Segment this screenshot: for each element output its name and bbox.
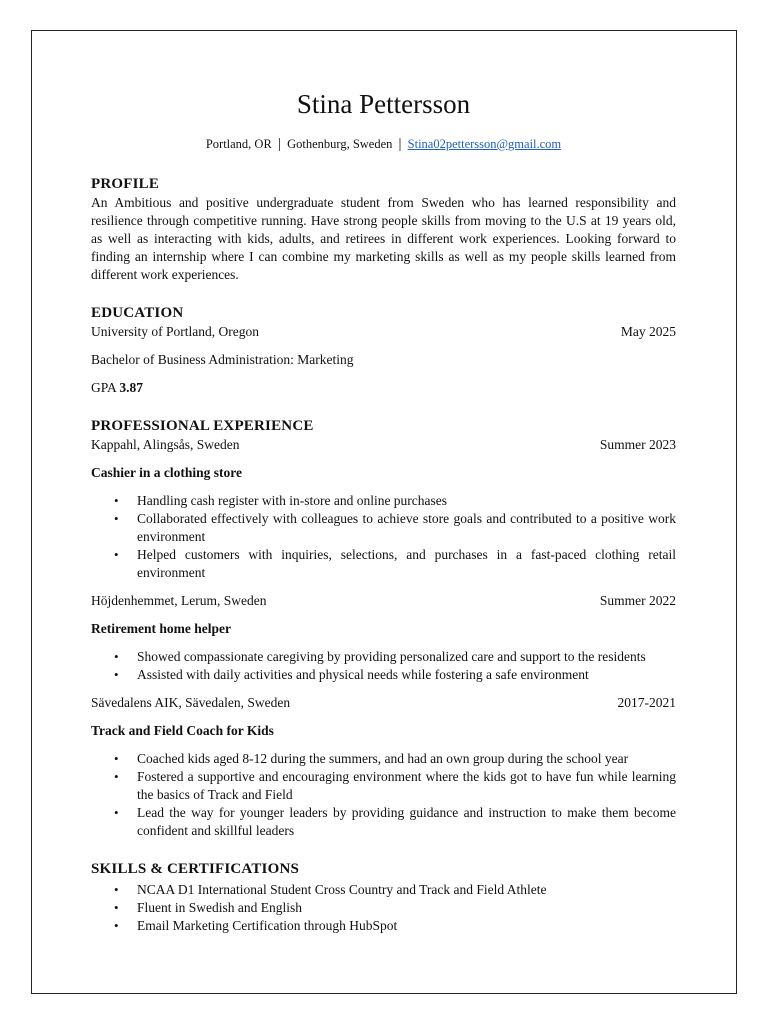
job-employer: Kappahl, Alingsås, Sweden — [91, 437, 240, 452]
separator: | — [277, 136, 281, 152]
job-employer: Sävedalens AIK, Sävedalen, Sweden — [91, 695, 291, 710]
list-item: • Helped customers with inquiries, selections, and purchases in a fast-paced clothing retail environment — [91, 546, 676, 582]
job-bullets — [91, 750, 676, 840]
profile-section — [91, 174, 676, 284]
separator: | — [398, 136, 402, 152]
gpa-value: 3.87 — [119, 380, 144, 395]
job-entry — [91, 436, 676, 582]
job-row — [91, 694, 676, 712]
education-date: May 2025 — [620, 324, 676, 339]
list-item: • Collaborated effectively with colleagues to achieve store goals and contributed to a positive work environment — [91, 510, 676, 546]
experience-section — [91, 416, 676, 840]
education-row — [91, 323, 676, 341]
experience-heading: PROFESSIONAL EXPERIENCE — [91, 418, 314, 434]
gpa-line — [91, 379, 676, 397]
email-link[interactable]: Stina02pettersson@gmail.com — [407, 137, 562, 151]
job-entry — [91, 694, 676, 840]
job-employer: Höjdenhemmet, Lerum, Sweden — [91, 593, 267, 608]
list-item: • Coached kids aged 8-12 during the summers, and had an own group during the school year — [91, 750, 676, 768]
job-role: Retirement home helper — [91, 621, 231, 636]
degree: Bachelor of Business Administration: Marketing — [91, 352, 354, 367]
job-entry — [91, 592, 676, 684]
job-bullets — [91, 492, 676, 582]
job-date: Summer 2022 — [599, 593, 676, 608]
profile-heading: PROFILE — [91, 176, 160, 192]
list-item: • Fostered a supportive and encouraging environment where the kids got to have fun while learning the basics of Track and Field — [91, 768, 676, 804]
candidate-name: Stina Pettersson — [296, 89, 471, 119]
location-gothenburg: Gothenburg, Sweden — [287, 137, 393, 151]
gpa-label: GPA — [91, 380, 117, 395]
job-role: Cashier in a clothing store — [91, 465, 243, 480]
resume-content — [91, 86, 676, 935]
school-name: University of Portland, Oregon — [91, 324, 259, 339]
skills-heading: SKILLS & CERTIFICATIONS — [91, 861, 300, 877]
list-item: • Handling cash register with in-store and online purchases — [91, 492, 676, 510]
education-section — [91, 303, 676, 397]
job-date: Summer 2023 — [599, 437, 676, 452]
profile-text: An Ambitious and positive undergraduate student from Sweden who has learned responsibility and resilience through competitive running. Have strong people skills from moving to the U.S at 19 years old, as well as interacting with kids, adults, and retirees in different work experiences. Looking forward to finding an internship where I can combine my marketing skills as well as my people skills learned from different work experiences. — [91, 195, 676, 282]
skills-bullets — [91, 881, 676, 935]
list-item: • Assisted with daily activities and physical needs while fostering a safe environment — [91, 666, 676, 684]
job-row — [91, 592, 676, 610]
list-item: • Fluent in Swedish and English — [91, 899, 676, 917]
location-portland: Portland, OR — [205, 137, 272, 151]
job-bullets — [91, 648, 676, 684]
contact-line — [91, 136, 676, 152]
list-item: • Lead the way for younger leaders by providing guidance and instruction to make them become confident and skillful leaders — [91, 804, 676, 840]
skills-section — [91, 859, 676, 935]
job-date: 2017-2021 — [617, 695, 676, 710]
list-item: • Showed compassionate caregiving by providing personalized care and support to the residents — [91, 648, 676, 666]
list-item: • NCAA D1 International Student Cross Country and Track and Field Athlete — [91, 881, 676, 899]
education-heading: EDUCATION — [91, 305, 184, 321]
list-item: • Email Marketing Certification through HubSpot — [91, 917, 676, 935]
job-role: Track and Field Coach for Kids — [91, 723, 274, 738]
job-row — [91, 436, 676, 454]
